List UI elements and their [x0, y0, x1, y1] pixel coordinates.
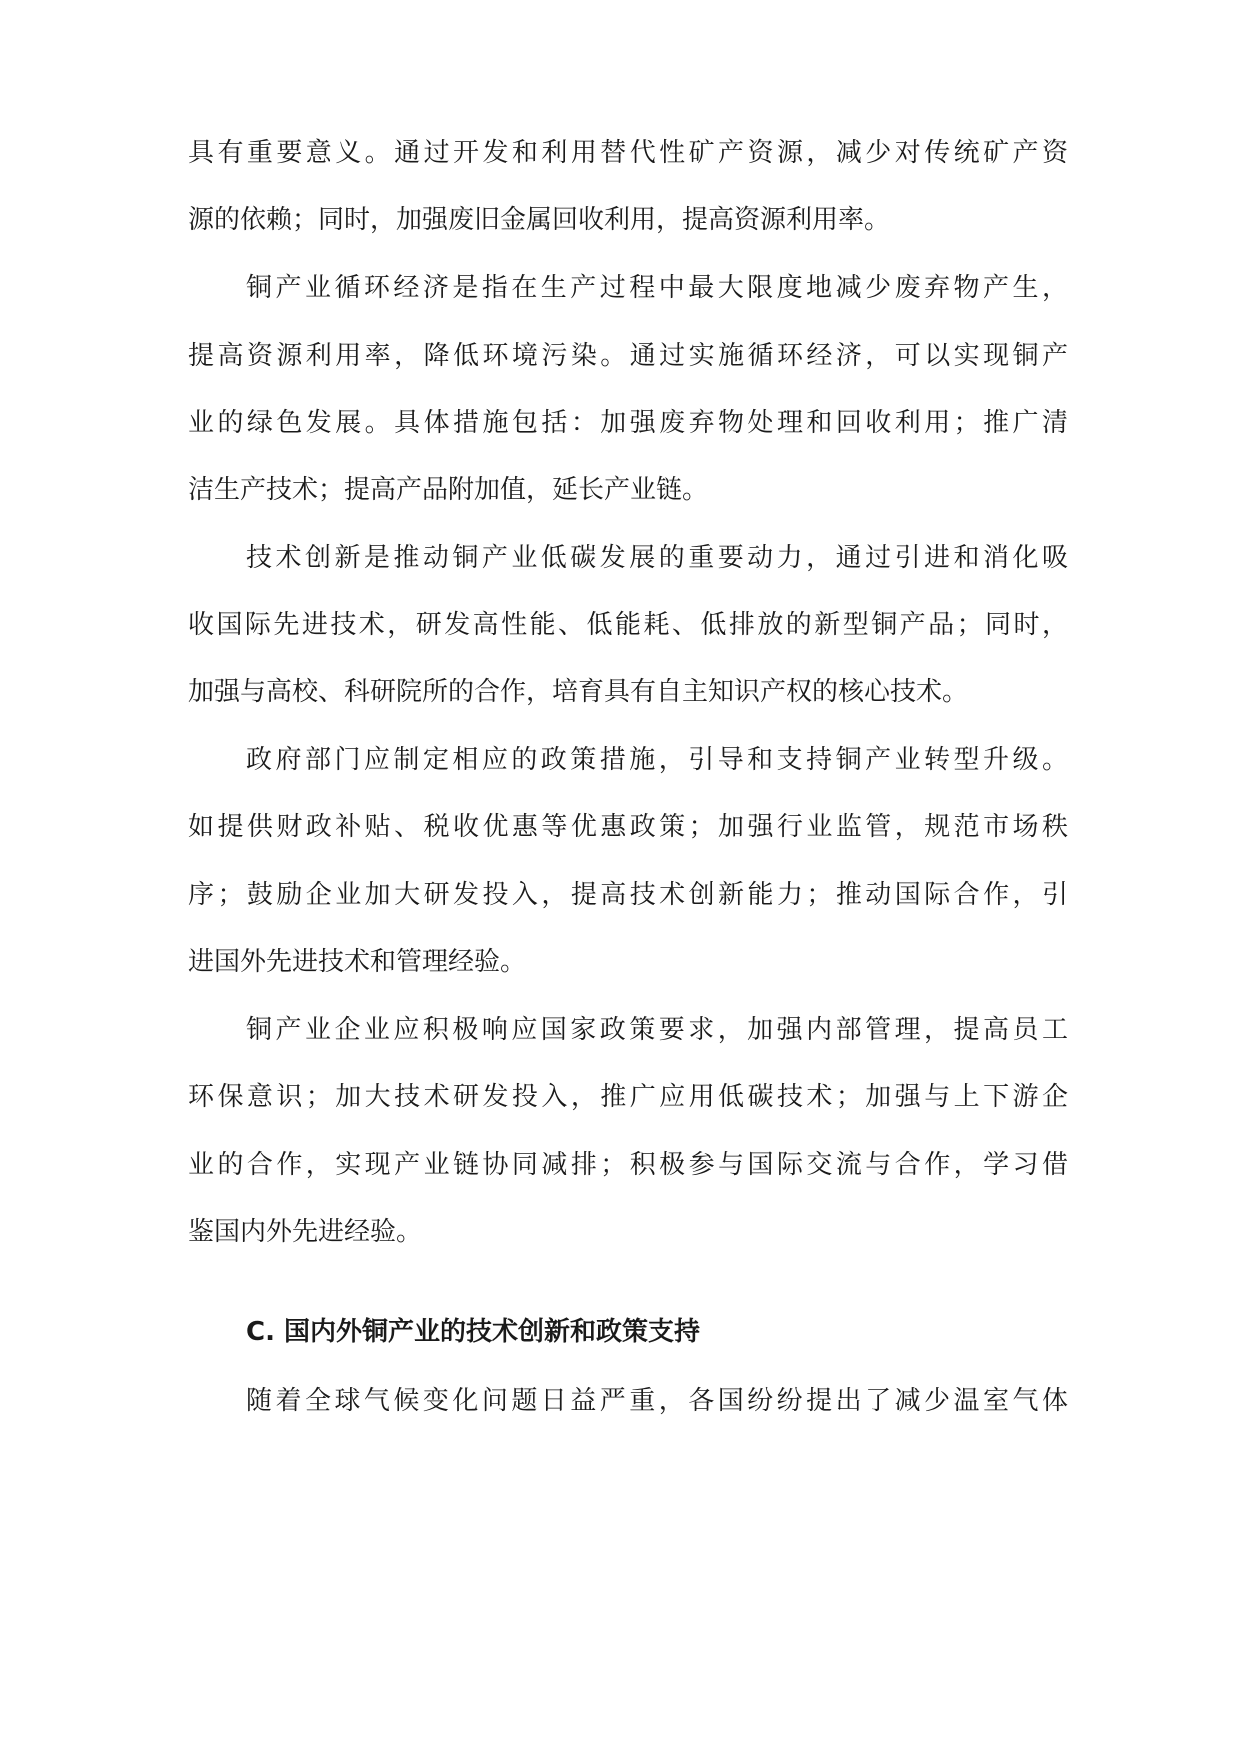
paragraph-1-line-2: 源的依赖；同时，加强废旧金属回收利用，提高资源利用率。: [188, 205, 891, 235]
paragraph-4-line-1: 政府部门应制定相应的政策措施，引导和支持铜产业转型升级。: [246, 745, 1068, 775]
paragraph-3-line-2: 收国际先进技术，研发高性能、低能耗、低排放的新型铜产品；同时，: [188, 610, 1068, 640]
paragraph-5-line-2: 环保意识；加大技术研发投入，推广应用低碳技术；加强与上下游企: [188, 1082, 1068, 1112]
paragraph-4-line-2: 如提供财政补贴、税收优惠等优惠政策；加强行业监管，规范市场秩: [188, 812, 1068, 842]
paragraph-4-line-4: 进国外先进技术和管理经验。: [188, 947, 527, 977]
paragraph-2-line-2: 提高资源利用率，降低环境污染。通过实施循环经济，可以实现铜产: [188, 341, 1068, 371]
paragraph-5-line-1: 铜产业企业应积极响应国家政策要求，加强内部管理，提高员工: [246, 1015, 1068, 1045]
paragraph-2-line-3: 业的绿色发展。具体措施包括：加强废弃物处理和回收利用；推广清: [188, 408, 1068, 438]
paragraph-3-line-3: 加强与高校、科研院所的合作，培育具有自主知识产权的核心技术。: [188, 677, 969, 707]
paragraph-2-line-1: 铜产业循环经济是指在生产过程中最大限度地减少废弃物产生，: [246, 273, 1068, 303]
section-heading: C. 国内外铜产业的技术创新和政策支持: [246, 1317, 701, 1347]
paragraph-3-line-1: 技术创新是推动铜产业低碳发展的重要动力，通过引进和消化吸: [246, 543, 1068, 573]
paragraph-5-line-3: 业的合作，实现产业链协同减排；积极参与国际交流与合作，学习借: [188, 1150, 1068, 1180]
final-paragraph-line-1: 随着全球气候变化问题日益严重，各国纷纷提出了减少温室气体: [246, 1386, 1068, 1416]
paragraph-5-line-4: 鉴国内外先进经验。: [188, 1217, 423, 1247]
paragraph-1-line-1: 具有重要意义。通过开发和利用替代性矿产资源，减少对传统矿产资: [188, 138, 1068, 168]
paragraph-4-line-3: 序；鼓励企业加大研发投入，提高技术创新能力；推动国际合作，引: [188, 880, 1068, 910]
paragraph-2-line-4: 洁生产技术；提高产品附加值，延长产业链。: [188, 475, 709, 505]
